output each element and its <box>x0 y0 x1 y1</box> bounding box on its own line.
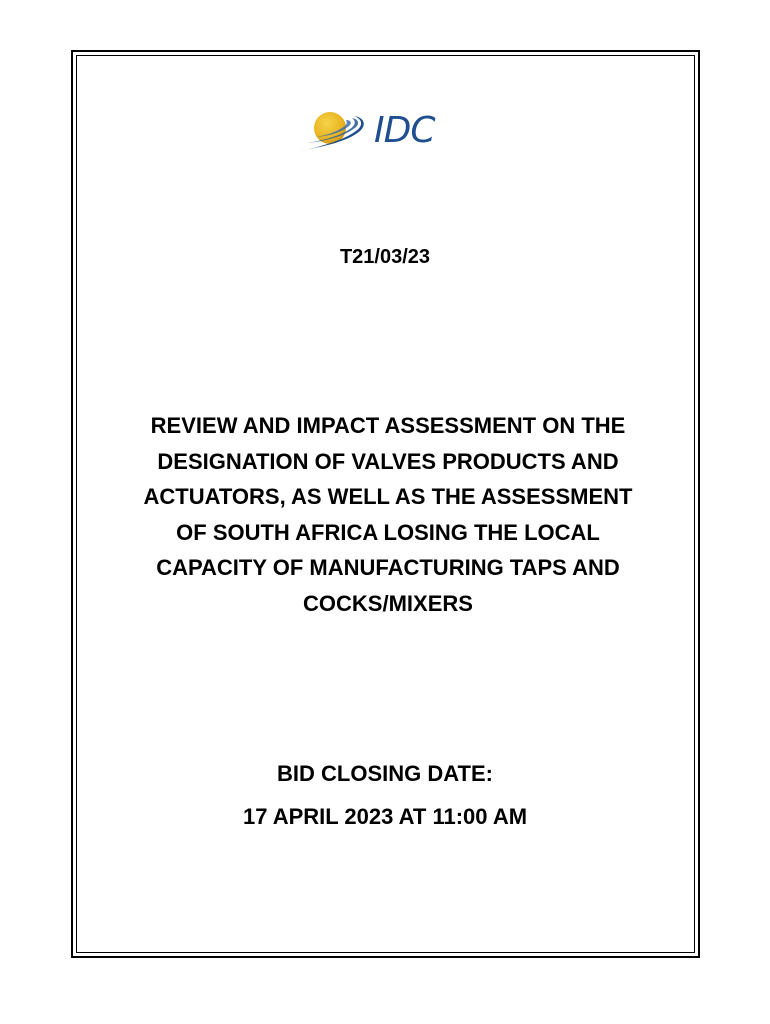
title-line: DESIGNATION OF VALVES PRODUCTS AND <box>157 448 619 474</box>
title-line: COCKS/MIXERS <box>303 590 473 616</box>
idc-logo-text: IDC <box>374 110 435 151</box>
tender-reference: T21/03/23 <box>339 246 431 268</box>
bid-closing-label: BID CLOSING DATE: <box>277 761 493 786</box>
title-line: ACTUATORS, AS WELL AS THE ASSESSMENT <box>143 484 633 509</box>
idc-logo <box>298 107 480 159</box>
title-line: CAPACITY OF MANUFACTURING TAPS AND <box>156 555 620 580</box>
title-line: OF SOUTH AFRICA LOSING THE LOCAL <box>176 519 600 545</box>
document-title <box>80 408 696 621</box>
title-line: REVIEW AND IMPACT ASSESSMENT ON THE <box>150 413 626 438</box>
bid-closing-date: 17 APRIL 2023 AT 11:00 AM <box>242 804 528 829</box>
